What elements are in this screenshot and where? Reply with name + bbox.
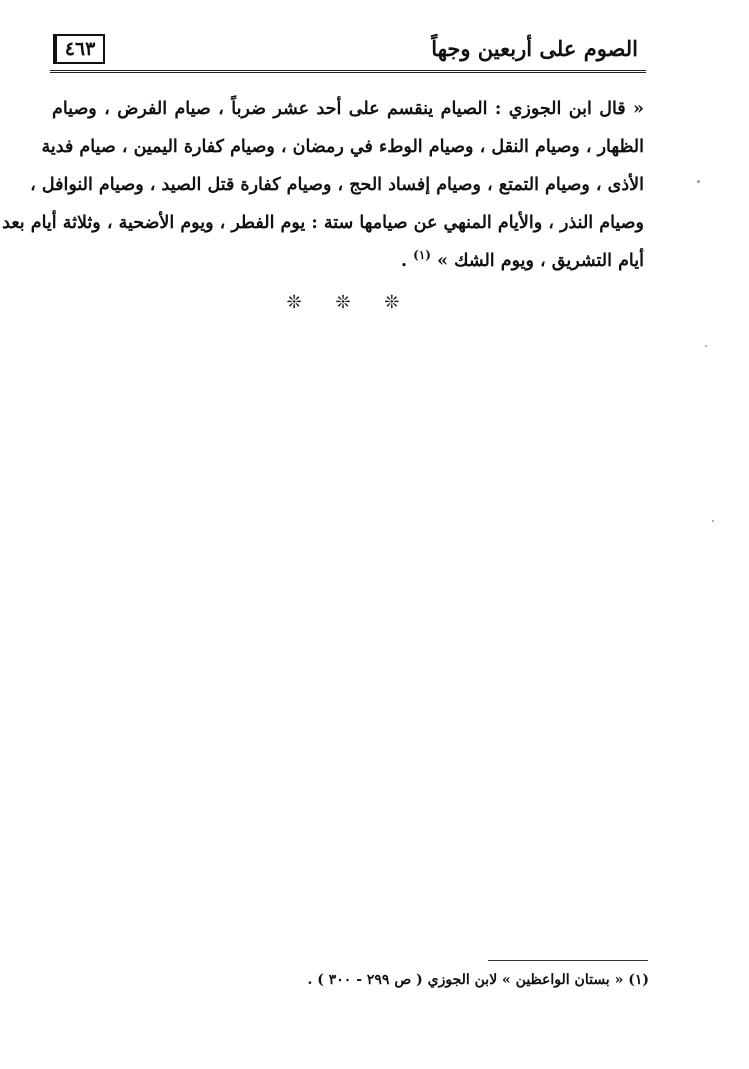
footnote-rule bbox=[488, 960, 648, 961]
scan-speck bbox=[712, 520, 714, 522]
section-separator: ❊ ❊ ❊ bbox=[286, 292, 414, 313]
footnote: (١) « بستان الواعظين » لابن الجوزي ( ص ٢٩٩ - ٣٠٠ ) . bbox=[307, 972, 649, 988]
text-line: وصيام النذر ، والأيام المنهي عن صيامها ستة : يوم الفطر ، ويوم الأضحية ، وثلاثة أيام بعد bbox=[2, 213, 644, 233]
text-line-last bbox=[52, 242, 644, 280]
scan-speck bbox=[697, 180, 700, 183]
text-line: الظهار ، وصيام النقل ، وصيام الوطء في رمضان ، وصيام كفارة اليمين ، صيام فدية bbox=[41, 137, 644, 157]
end-punctuation: . bbox=[400, 251, 414, 271]
scan-speck bbox=[705, 345, 707, 347]
text-line: أيام التشريق ، ويوم الشك » bbox=[437, 251, 644, 271]
text-line: الأذى ، وصيام التمتع ، وصيام إفساد الحج ، وصيام كفارة قتل الصيد ، وصيام النوافل ، bbox=[30, 175, 644, 195]
page-header bbox=[50, 30, 646, 74]
footnote-reference: (١) bbox=[413, 248, 431, 263]
main-paragraph bbox=[2, 90, 644, 280]
running-title: الصوم على أربعين وجهاً bbox=[431, 36, 638, 61]
header-rule bbox=[50, 70, 646, 73]
page-number: ٤٦٣ bbox=[53, 34, 105, 64]
text-line: « قال ابن الجوزي : الصيام ينقسم على أحد عشر ضرباً ، صيام الفرض ، وصيام bbox=[52, 99, 644, 119]
